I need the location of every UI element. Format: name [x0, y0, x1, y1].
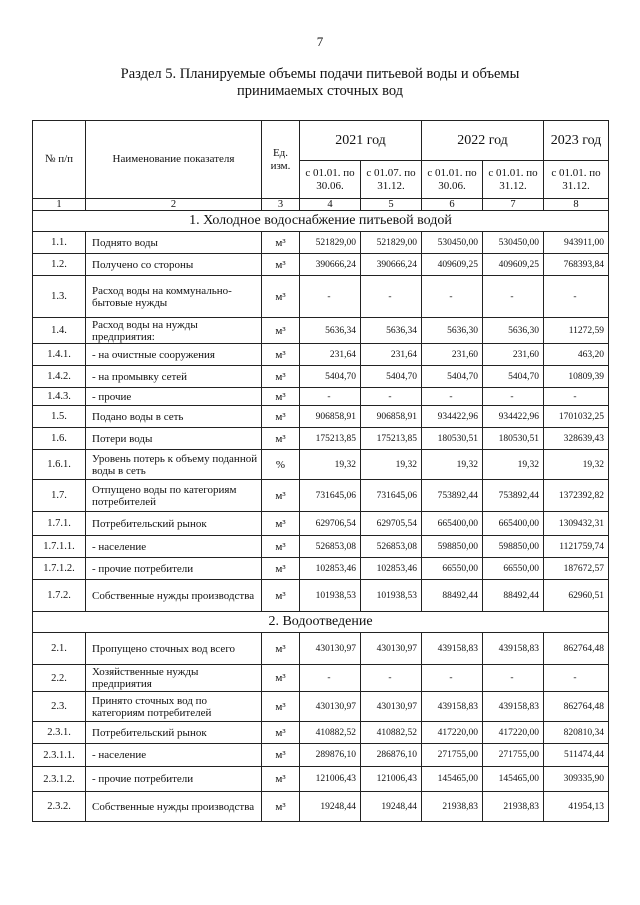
table-row: [33, 450, 609, 480]
value-cell: 19,32: [544, 450, 609, 480]
value-cell: 753892,44: [422, 480, 483, 512]
value-cell: 231,64: [361, 344, 422, 366]
unit-cell: м³: [262, 558, 300, 580]
value-cell: 417220,00: [483, 722, 544, 744]
value-cell: 731645,06: [300, 480, 361, 512]
value-cell: 145465,00: [422, 767, 483, 792]
unit-cell: м³: [262, 633, 300, 665]
value-cell: 19,32: [483, 450, 544, 480]
row-number: 1.4.1.: [33, 344, 86, 366]
unit-cell: м³: [262, 276, 300, 318]
value-cell: 231,64: [300, 344, 361, 366]
table-row: [33, 665, 609, 692]
column-index-row: [33, 199, 609, 211]
row-number: 1.2.: [33, 254, 86, 276]
unit-cell: м³: [262, 366, 300, 388]
value-cell: 102853,46: [300, 558, 361, 580]
indicator-name: - население: [86, 744, 262, 767]
indicator-name: Поднято воды: [86, 232, 262, 254]
section-title: [60, 66, 580, 100]
value-cell: 19248,44: [361, 792, 422, 822]
indicator-name: Отпущено воды по категориям потребителей: [86, 480, 262, 512]
value-cell: 629705,54: [361, 512, 422, 536]
header-period-5: с 01.01. по 31.12.: [544, 161, 609, 199]
index-cell: 6: [422, 199, 483, 211]
unit-cell: м³: [262, 318, 300, 344]
value-cell: 328639,43: [544, 428, 609, 450]
value-cell: 439158,83: [483, 692, 544, 722]
value-cell: 862764,48: [544, 633, 609, 665]
indicator-name: - на очистные сооружения: [86, 344, 262, 366]
value-cell: 409609,25: [483, 254, 544, 276]
value-cell: 934422,96: [483, 406, 544, 428]
index-cell: 5: [361, 199, 422, 211]
title-line-1: Раздел 5. Планируемые объемы подачи питьевой воды и объемы: [120, 66, 520, 82]
value-cell: 88492,44: [483, 580, 544, 612]
value-cell: 180530,51: [422, 428, 483, 450]
value-cell: 11272,59: [544, 318, 609, 344]
indicator-name: Принято сточных вод по категориям потребителей: [86, 692, 262, 722]
table-row: [33, 633, 609, 665]
value-cell: 21938,83: [422, 792, 483, 822]
row-number: 1.3.: [33, 276, 86, 318]
value-cell: 5636,30: [422, 318, 483, 344]
table-row: [33, 767, 609, 792]
unit-cell: %: [262, 450, 300, 480]
unit-cell: м³: [262, 722, 300, 744]
value-cell: 271755,00: [483, 744, 544, 767]
value-cell: 820810,34: [544, 722, 609, 744]
value-cell: 934422,96: [422, 406, 483, 428]
value-cell: 463,20: [544, 344, 609, 366]
value-cell: 88492,44: [422, 580, 483, 612]
unit-cell: м³: [262, 767, 300, 792]
unit-cell: м³: [262, 744, 300, 767]
indicator-name: Уровень потерь к объему поданной воды в сеть: [86, 450, 262, 480]
value-cell: 753892,44: [483, 480, 544, 512]
value-cell: 1701032,25: [544, 406, 609, 428]
unit-cell: м³: [262, 536, 300, 558]
value-cell: 439158,83: [422, 692, 483, 722]
indicator-name: Хозяйственные нужды предприятия: [86, 665, 262, 692]
indicator-name: Потребительский рынок: [86, 722, 262, 744]
indicator-name: - прочие потребители: [86, 767, 262, 792]
value-cell: 598850,00: [483, 536, 544, 558]
indicator-name: Расход воды на коммунально-бытовые нужды: [86, 276, 262, 318]
row-number: 2.3.2.: [33, 792, 86, 822]
value-cell: 286876,10: [361, 744, 422, 767]
table-row: [33, 580, 609, 612]
index-cell: 7: [483, 199, 544, 211]
value-cell: 101938,53: [300, 580, 361, 612]
header-name: Наименование показателя: [86, 121, 262, 199]
unit-cell: м³: [262, 665, 300, 692]
row-number: 1.7.1.1.: [33, 536, 86, 558]
value-cell: 665400,00: [483, 512, 544, 536]
value-cell: 121006,43: [361, 767, 422, 792]
indicator-name: Расход воды на нужды предприятия:: [86, 318, 262, 344]
header-year-2022: 2022 год: [422, 121, 544, 161]
row-number: 2.3.: [33, 692, 86, 722]
value-cell: 5404,70: [300, 366, 361, 388]
value-cell: 526853,08: [361, 536, 422, 558]
row-number: 1.4.3.: [33, 388, 86, 406]
indicator-name: - население: [86, 536, 262, 558]
value-cell: 19248,44: [300, 792, 361, 822]
table-row: [33, 254, 609, 276]
value-cell: 430130,97: [361, 692, 422, 722]
value-cell: -: [422, 665, 483, 692]
value-cell: 66550,00: [422, 558, 483, 580]
indicator-name: Собственные нужды производства: [86, 580, 262, 612]
value-cell: 231,60: [422, 344, 483, 366]
row-number: 1.6.1.: [33, 450, 86, 480]
indicator-name: - на промывку сетей: [86, 366, 262, 388]
value-cell: 521829,00: [300, 232, 361, 254]
value-cell: -: [544, 388, 609, 406]
value-cell: 175213,85: [300, 428, 361, 450]
value-cell: 175213,85: [361, 428, 422, 450]
value-cell: 430130,97: [361, 633, 422, 665]
row-number: 1.7.2.: [33, 580, 86, 612]
unit-cell: м³: [262, 692, 300, 722]
table-row: [33, 344, 609, 366]
table-row: [33, 512, 609, 536]
index-cell: 2: [86, 199, 262, 211]
value-cell: 5404,70: [361, 366, 422, 388]
value-cell: 62960,51: [544, 580, 609, 612]
table-row: [33, 428, 609, 450]
header-unit: Ед. изм.: [262, 121, 300, 199]
value-cell: 180530,51: [483, 428, 544, 450]
value-cell: 121006,43: [300, 767, 361, 792]
table-row: [33, 388, 609, 406]
value-cell: 768393,84: [544, 254, 609, 276]
value-cell: -: [361, 388, 422, 406]
value-cell: -: [361, 276, 422, 318]
value-cell: 526853,08: [300, 536, 361, 558]
table-row: [33, 692, 609, 722]
row-number: 1.7.1.2.: [33, 558, 86, 580]
row-number: 1.6.: [33, 428, 86, 450]
table-row: [33, 722, 609, 744]
indicator-name: - прочие: [86, 388, 262, 406]
header-period-4: с 01.01. по 31.12.: [483, 161, 544, 199]
table-row: [33, 406, 609, 428]
value-cell: 10809,39: [544, 366, 609, 388]
section-heading: 1. Холодное водоснабжение питьевой водой: [33, 211, 609, 232]
value-cell: 521829,00: [361, 232, 422, 254]
value-cell: 19,32: [422, 450, 483, 480]
header-num: № п/п: [33, 121, 86, 199]
value-cell: 530450,00: [483, 232, 544, 254]
value-cell: 5636,34: [300, 318, 361, 344]
value-cell: 102853,46: [361, 558, 422, 580]
value-cell: -: [544, 276, 609, 318]
value-cell: 309335,90: [544, 767, 609, 792]
value-cell: 943911,00: [544, 232, 609, 254]
value-cell: 145465,00: [483, 767, 544, 792]
value-cell: 19,32: [361, 450, 422, 480]
table-row: [33, 318, 609, 344]
row-number: 2.1.: [33, 633, 86, 665]
value-cell: 598850,00: [422, 536, 483, 558]
value-cell: 101938,53: [361, 580, 422, 612]
value-cell: -: [422, 388, 483, 406]
table-row: [33, 232, 609, 254]
table-row: [33, 276, 609, 318]
index-cell: 3: [262, 199, 300, 211]
table-row: [33, 792, 609, 822]
header-period-2: с 01.07. по 31.12.: [361, 161, 422, 199]
row-number: 1.4.2.: [33, 366, 86, 388]
value-cell: 1121759,74: [544, 536, 609, 558]
value-cell: 390666,24: [300, 254, 361, 276]
value-cell: -: [483, 665, 544, 692]
value-cell: 410882,52: [300, 722, 361, 744]
value-cell: -: [361, 665, 422, 692]
value-cell: 289876,10: [300, 744, 361, 767]
section-header-row: [33, 211, 609, 232]
value-cell: 1309432,31: [544, 512, 609, 536]
table-row: [33, 558, 609, 580]
index-cell: 4: [300, 199, 361, 211]
unit-cell: м³: [262, 580, 300, 612]
index-cell: 1: [33, 199, 86, 211]
row-number: 1.7.: [33, 480, 86, 512]
value-cell: 66550,00: [483, 558, 544, 580]
value-cell: 187672,57: [544, 558, 609, 580]
volumes-table: [32, 120, 609, 822]
value-cell: 665400,00: [422, 512, 483, 536]
row-number: 1.5.: [33, 406, 86, 428]
unit-cell: м³: [262, 344, 300, 366]
value-cell: -: [300, 665, 361, 692]
header-period-3: с 01.01. по 30.06.: [422, 161, 483, 199]
indicator-name: Собственные нужды производства: [86, 792, 262, 822]
indicator-name: Пропущено сточных вод всего: [86, 633, 262, 665]
row-number: 2.3.1.1.: [33, 744, 86, 767]
value-cell: 390666,24: [361, 254, 422, 276]
value-cell: 731645,06: [361, 480, 422, 512]
value-cell: 417220,00: [422, 722, 483, 744]
page-number: 7: [316, 34, 324, 49]
header-period-1: с 01.01. по 30.06.: [300, 161, 361, 199]
table-row: [33, 480, 609, 512]
table-row: [33, 744, 609, 767]
value-cell: 629706,54: [300, 512, 361, 536]
unit-cell: м³: [262, 792, 300, 822]
value-cell: 21938,83: [483, 792, 544, 822]
value-cell: -: [300, 388, 361, 406]
value-cell: 862764,48: [544, 692, 609, 722]
row-number: 2.2.: [33, 665, 86, 692]
value-cell: -: [300, 276, 361, 318]
value-cell: 231,60: [483, 344, 544, 366]
value-cell: 5404,70: [422, 366, 483, 388]
header-year-2021: 2021 год: [300, 121, 422, 161]
value-cell: 19,32: [300, 450, 361, 480]
value-cell: 439158,83: [422, 633, 483, 665]
unit-cell: м³: [262, 512, 300, 536]
row-number: 2.3.1.: [33, 722, 86, 744]
indicator-name: Получено со стороны: [86, 254, 262, 276]
unit-cell: м³: [262, 480, 300, 512]
value-cell: 1372392,82: [544, 480, 609, 512]
value-cell: 906858,91: [300, 406, 361, 428]
row-number: 1.1.: [33, 232, 86, 254]
value-cell: 906858,91: [361, 406, 422, 428]
value-cell: 410882,52: [361, 722, 422, 744]
unit-cell: м³: [262, 406, 300, 428]
indicator-name: - прочие потребители: [86, 558, 262, 580]
value-cell: -: [422, 276, 483, 318]
unit-cell: м³: [262, 232, 300, 254]
value-cell: 409609,25: [422, 254, 483, 276]
value-cell: 430130,97: [300, 633, 361, 665]
value-cell: -: [544, 665, 609, 692]
value-cell: 511474,44: [544, 744, 609, 767]
section-header-row: [33, 612, 609, 633]
value-cell: 5636,30: [483, 318, 544, 344]
index-cell: 8: [544, 199, 609, 211]
indicator-name: Подано воды в сеть: [86, 406, 262, 428]
value-cell: -: [483, 276, 544, 318]
value-cell: 530450,00: [422, 232, 483, 254]
value-cell: 271755,00: [422, 744, 483, 767]
value-cell: -: [483, 388, 544, 406]
table-row: [33, 366, 609, 388]
indicator-name: Потери воды: [86, 428, 262, 450]
row-number: 1.7.1.: [33, 512, 86, 536]
unit-cell: м³: [262, 254, 300, 276]
value-cell: 439158,83: [483, 633, 544, 665]
header-year-2023: 2023 год: [544, 121, 609, 161]
row-number: 2.3.1.2.: [33, 767, 86, 792]
row-number: 1.4.: [33, 318, 86, 344]
unit-cell: м³: [262, 388, 300, 406]
value-cell: 5404,70: [483, 366, 544, 388]
unit-cell: м³: [262, 428, 300, 450]
indicator-name: Потребительский рынок: [86, 512, 262, 536]
value-cell: 5636,34: [361, 318, 422, 344]
section-heading: 2. Водоотведение: [33, 612, 609, 633]
value-cell: 41954,13: [544, 792, 609, 822]
table-row: [33, 536, 609, 558]
value-cell: 430130,97: [300, 692, 361, 722]
title-line-2: принимаемых сточных вод: [236, 83, 404, 99]
table-body: [33, 211, 609, 822]
